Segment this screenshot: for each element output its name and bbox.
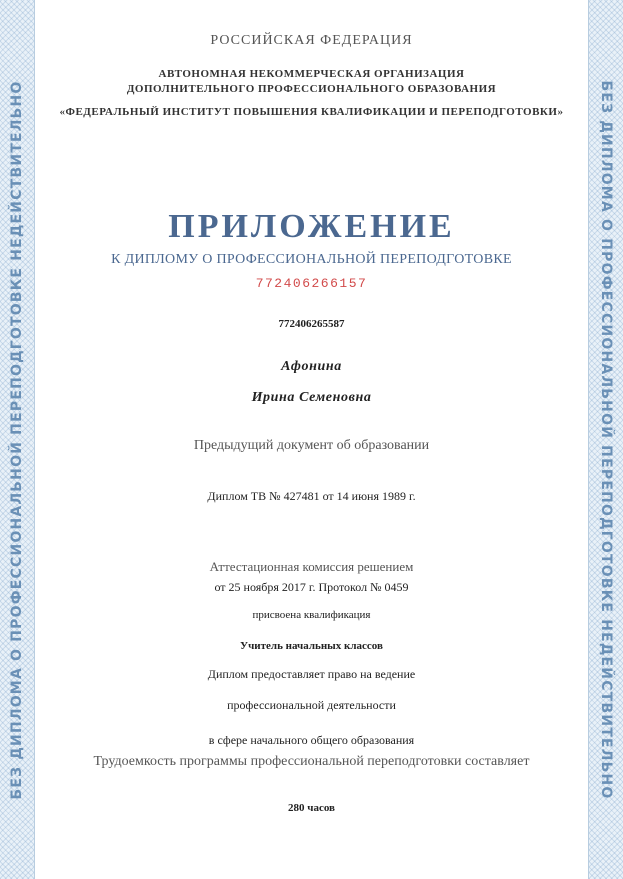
qualification-name: Учитель начальных классов — [240, 640, 383, 652]
rights-line-2: профессиональной деятельности — [227, 698, 396, 712]
rights-line-1: Диплом предоставляет право на ведение — [207, 667, 416, 681]
organization-line-1: АВТОНОМНАЯ НЕКОММЕРЧЕСКАЯ ОРГАНИЗАЦИЯ — [158, 68, 465, 80]
right-border-watermark: БЕЗ ДИПЛОМА О ПРОФЕССИОНАЛЬНОЙ ПЕРЕПОДГОТОВКЕ НЕДЕЙСТВИТЕЛЬНО — [598, 80, 614, 800]
country-name: РОССИЙСКАЯ ФЕДЕРАЦИЯ — [210, 33, 413, 48]
qualification-assigned-label: присвоена квалификация — [252, 609, 371, 621]
program-hours: 280 часов — [287, 802, 335, 814]
previous-document-label: Предыдущий документ об образовании — [193, 438, 430, 453]
document-title: ПРИЛОЖЕНИЕ — [168, 208, 455, 245]
serial-number: 772406266157 — [255, 276, 368, 291]
labor-intensity-label: Трудоемкость программы профессиональной переподготовки составляет — [93, 754, 530, 769]
left-border-watermark: БЕЗ ДИПЛОМА О ПРОФЕССИОНАЛЬНОЙ ПЕРЕПОДГОТОВКЕ НЕДЕЙСТВИТЕЛЬНО — [9, 80, 25, 800]
attestation-protocol-line: от 25 ноября 2017 г. Протокол № 0459 — [214, 580, 409, 594]
organization-line-2: ДОПОЛНИТЕЛЬНОГО ПРОФЕССИОНАЛЬНОГО ОБРАЗОВАНИЯ — [126, 83, 497, 95]
activity-sphere: в сфере начального общего образования — [208, 733, 415, 747]
holder-surname: Афонина — [281, 359, 342, 374]
attestation-commission-line: Аттестационная комиссия решением — [209, 559, 414, 574]
previous-document-value: Диплом ТВ № 427481 от 14 июня 1989 г. — [207, 489, 416, 503]
registration-number: 772406265587 — [278, 318, 345, 330]
holder-given-names: Ирина Семеновна — [251, 390, 372, 405]
organization-name: «ФЕДЕРАЛЬНЫЙ ИНСТИТУТ ПОВЫШЕНИЯ КВАЛИФИКАЦИИ И ПЕРЕПОДГОТОВКИ» — [59, 106, 564, 118]
document-subtitle: К ДИПЛОМУ О ПРОФЕССИОНАЛЬНОЙ ПЕРЕПОДГОТОВКЕ — [111, 252, 512, 267]
